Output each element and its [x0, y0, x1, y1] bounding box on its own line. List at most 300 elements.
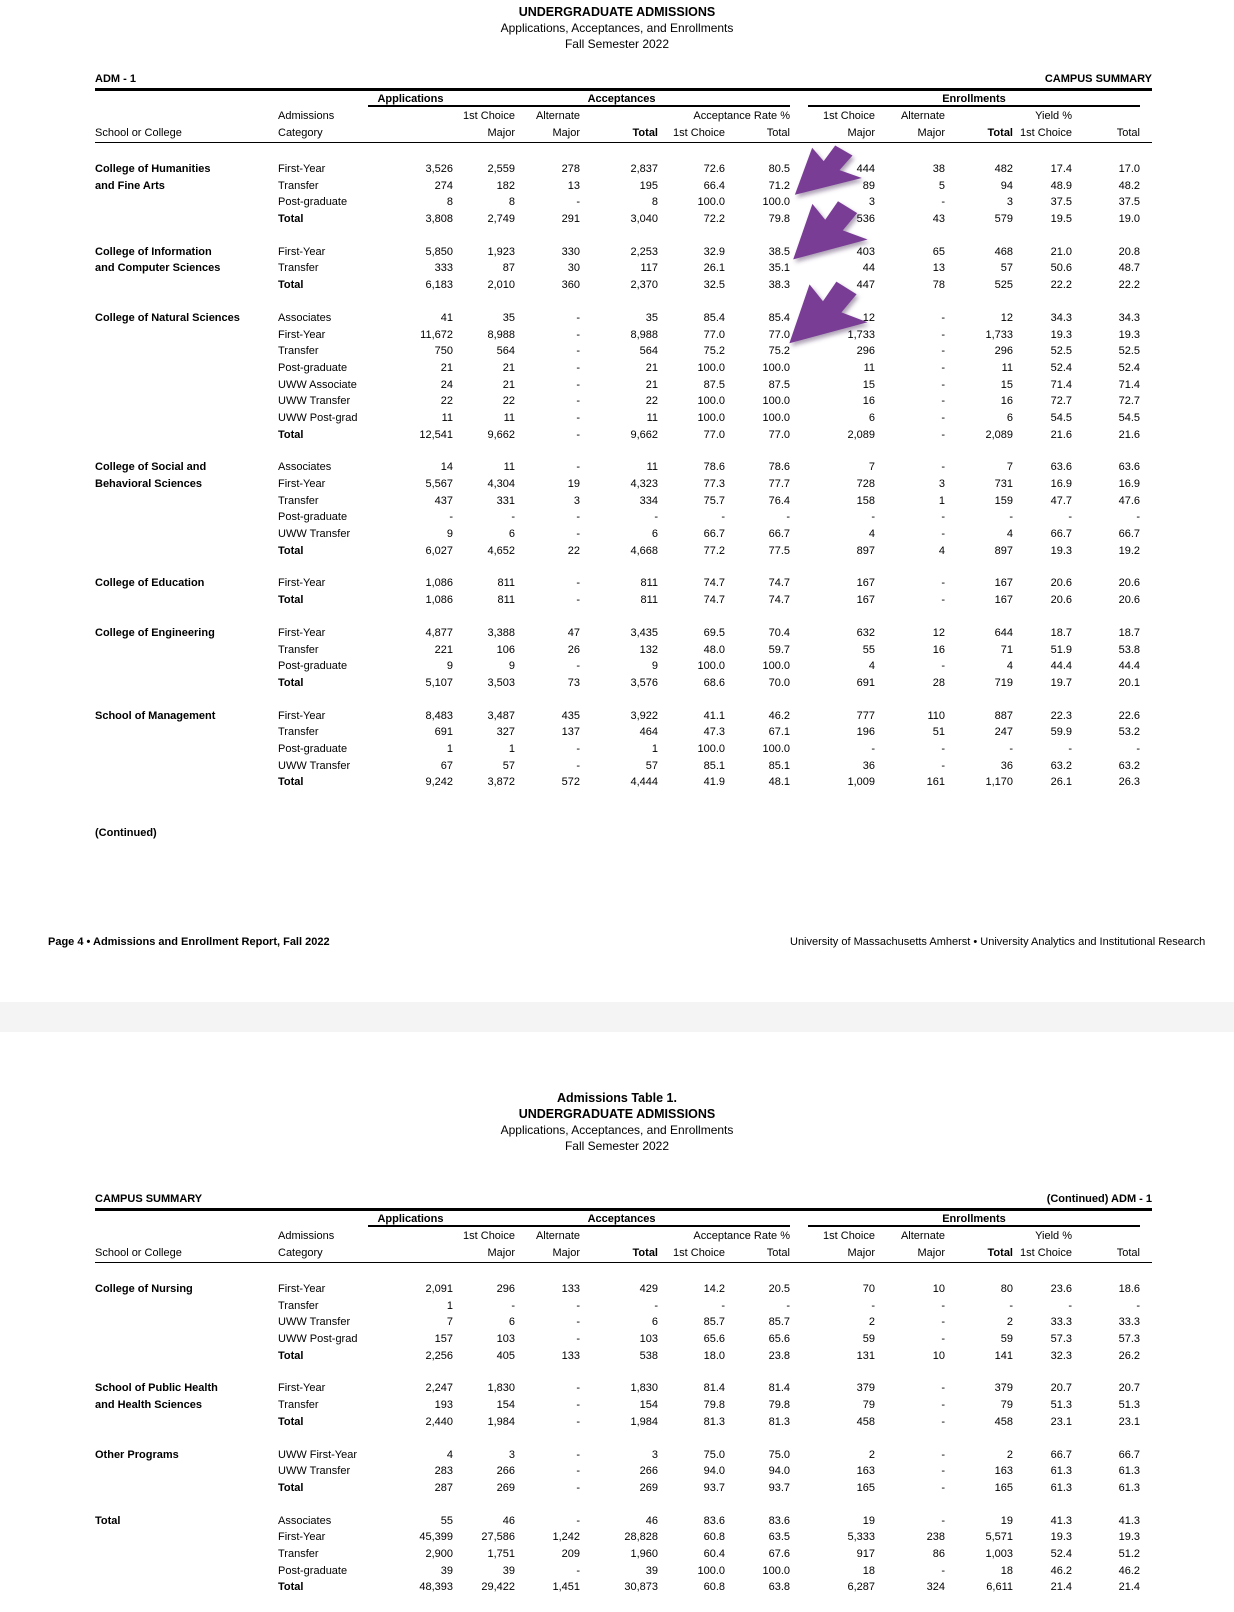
- value-cell: 379: [994, 1382, 1013, 1395]
- value-cell: 45,399: [419, 1531, 453, 1544]
- value-cell: 44.4: [1118, 660, 1140, 673]
- value-cell: 1: [651, 742, 658, 755]
- value-cell: 7: [868, 461, 875, 474]
- value-cell: -: [576, 311, 580, 324]
- value-cell: -: [576, 361, 580, 374]
- value-cell: 538: [639, 1349, 658, 1362]
- value-cell: 3,388: [487, 626, 515, 639]
- value-cell: 1,923: [487, 245, 515, 258]
- subheader-row-2: [95, 1245, 1140, 1262]
- value-cell: 72.6: [703, 163, 725, 175]
- value-cell: 405: [496, 1349, 515, 1362]
- value-cell: 32.3: [1050, 1349, 1072, 1362]
- category-cell: UWW Transfer: [278, 528, 351, 541]
- table-row: [95, 260, 1140, 277]
- category-cell: Associates: [278, 461, 332, 474]
- value-cell: 79: [1000, 1399, 1013, 1412]
- value-cell: 74.7: [768, 594, 790, 607]
- category-cell: First-Year: [278, 577, 326, 590]
- value-cell: 1: [446, 742, 453, 755]
- value-cell: 26.1: [703, 262, 725, 275]
- value-cell: 41.3: [1118, 1514, 1140, 1527]
- value-cell: 728: [856, 478, 875, 490]
- category-cell: UWW Transfer: [278, 395, 351, 408]
- value-cell: 154: [496, 1399, 515, 1412]
- value-cell: 26.2: [1118, 1349, 1140, 1362]
- value-cell: 18.6: [1118, 1283, 1140, 1295]
- value-cell: 67.1: [768, 726, 790, 739]
- value-cell: -: [576, 411, 580, 424]
- value-cell: -: [576, 328, 580, 341]
- major-header: Major: [917, 127, 945, 139]
- value-cell: 100.0: [762, 395, 790, 408]
- college-section: [95, 708, 1152, 791]
- value-cell: 22: [645, 395, 658, 408]
- value-cell: 5,571: [985, 1531, 1013, 1544]
- value-cell: 63.5: [768, 1531, 790, 1544]
- yield-header: Yield %: [1035, 1230, 1072, 1242]
- value-cell: 6: [508, 528, 515, 541]
- value-cell: 16: [862, 395, 875, 408]
- value-cell: 4,304: [487, 478, 515, 490]
- value-cell: 3: [573, 494, 580, 507]
- value-cell: 196: [856, 726, 875, 739]
- table-row: [95, 459, 1140, 476]
- school-name-cell: and Computer Sciences: [95, 262, 221, 275]
- value-cell: -: [941, 1514, 945, 1527]
- table-row: [95, 1463, 1140, 1480]
- value-cell: 9: [508, 660, 515, 673]
- value-cell: 54.5: [1118, 411, 1140, 424]
- value-cell: 1,984: [630, 1415, 658, 1428]
- value-cell: 77.7: [768, 478, 790, 490]
- value-cell: 221: [434, 643, 453, 656]
- page1-title-block: [0, 4, 1234, 52]
- value-cell: 6: [508, 1316, 515, 1329]
- value-cell: 54.5: [1050, 411, 1072, 424]
- value-cell: 59: [1000, 1333, 1013, 1346]
- school-or-college-header: School or College: [95, 1247, 182, 1259]
- value-cell: 44.4: [1050, 660, 1072, 673]
- school-name-cell: [95, 675, 278, 692]
- value-cell: 11: [441, 411, 453, 424]
- value-cell: 3,487: [487, 709, 515, 722]
- page1-sections: [95, 161, 1152, 791]
- school-name-cell: [95, 1579, 278, 1596]
- value-cell: 283: [434, 1465, 453, 1478]
- table-row: [95, 1314, 1140, 1331]
- value-cell: 360: [561, 279, 580, 292]
- value-cell: 27,586: [481, 1531, 515, 1544]
- value-cell: 3: [938, 478, 945, 490]
- value-cell: 11: [646, 461, 658, 474]
- value-cell: -: [1136, 742, 1140, 755]
- value-cell: 4: [446, 1448, 453, 1461]
- value-cell: 85.1: [768, 759, 790, 772]
- value-cell: 81.3: [703, 1415, 725, 1428]
- value-cell: 19.3: [1118, 1531, 1140, 1544]
- value-cell: 167: [994, 577, 1013, 590]
- school-name-cell: [95, 1563, 278, 1580]
- value-cell: -: [941, 1481, 945, 1494]
- value-cell: 48,393: [419, 1581, 453, 1594]
- table-row: [95, 1529, 1140, 1546]
- acceptance-rate-header: Acceptance Rate %: [693, 1230, 790, 1242]
- acc-first-choice-header: 1st Choice: [463, 110, 515, 122]
- value-cell: 94.0: [768, 1465, 790, 1478]
- value-cell: 77.0: [703, 428, 725, 441]
- value-cell: 21.4: [1118, 1581, 1140, 1594]
- value-cell: 86: [932, 1547, 945, 1560]
- school-name-cell: [95, 509, 278, 526]
- value-cell: 51.3: [1118, 1399, 1140, 1412]
- category-cell: UWW Associate: [278, 378, 357, 391]
- value-cell: 464: [639, 726, 658, 739]
- value-cell: 89: [862, 179, 875, 192]
- value-cell: 23.1: [1050, 1415, 1072, 1428]
- value-cell: 21.4: [1050, 1581, 1072, 1594]
- value-cell: -: [1068, 742, 1072, 755]
- value-cell: 3,576: [630, 676, 658, 689]
- value-cell: 51.9: [1050, 643, 1072, 656]
- value-cell: -: [941, 361, 945, 374]
- value-cell: 63.8: [768, 1581, 790, 1594]
- value-cell: -: [1009, 1299, 1013, 1312]
- value-cell: 18.7: [1050, 626, 1072, 639]
- table-row: [95, 277, 1140, 294]
- table-row: [95, 161, 1140, 178]
- value-cell: 81.4: [703, 1382, 725, 1395]
- value-cell: -: [576, 345, 580, 358]
- value-cell: 6,027: [425, 544, 453, 557]
- value-cell: 447: [856, 279, 875, 292]
- college-section: [95, 310, 1152, 444]
- value-cell: 4: [1006, 528, 1013, 541]
- value-cell: 66.7: [1050, 528, 1072, 541]
- value-cell: 2,089: [985, 428, 1013, 441]
- value-cell: -: [1136, 511, 1140, 524]
- value-cell: 77.0: [768, 428, 790, 441]
- value-cell: 1,170: [985, 776, 1013, 789]
- value-cell: 334: [639, 494, 658, 507]
- value-cell: 15: [862, 378, 875, 391]
- category-cell: UWW Transfer: [278, 1316, 351, 1329]
- page2-table: [95, 1192, 1152, 1612]
- admissions-header: Admissions: [278, 110, 335, 122]
- value-cell: 133: [561, 1349, 580, 1362]
- value-cell: 60.4: [703, 1547, 725, 1560]
- value-cell: 572: [561, 776, 580, 789]
- value-cell: -: [576, 395, 580, 408]
- value-cell: 46: [502, 1514, 515, 1527]
- value-cell: -: [721, 511, 725, 524]
- school-name-cell: [95, 1414, 278, 1431]
- value-cell: -: [721, 1299, 725, 1312]
- value-cell: 2,253: [630, 245, 658, 258]
- acceptances-group-header: Acceptances: [453, 91, 790, 107]
- value-cell: 57.3: [1118, 1333, 1140, 1346]
- value-cell: 20.5: [768, 1283, 790, 1295]
- value-cell: 18.0: [703, 1349, 725, 1362]
- value-cell: 6: [651, 528, 658, 541]
- table-row: [95, 741, 1140, 758]
- college-section: [95, 459, 1152, 559]
- value-cell: -: [576, 1448, 580, 1461]
- value-cell: 8,988: [630, 328, 658, 341]
- value-cell: -: [576, 428, 580, 441]
- category-cell: Associates: [278, 311, 332, 324]
- value-cell: 63.6: [1118, 461, 1140, 474]
- value-cell: 165: [856, 1481, 875, 1494]
- table-row: [95, 509, 1140, 526]
- value-cell: 6,183: [425, 279, 453, 292]
- school-name-cell: [95, 741, 278, 758]
- value-cell: 85.1: [703, 759, 725, 772]
- school-name-cell: College of Humanities: [95, 163, 211, 175]
- table-row: [95, 244, 1140, 261]
- value-cell: 1: [938, 494, 945, 507]
- category-cell: First-Year: [278, 328, 326, 341]
- value-cell: 94: [1000, 179, 1013, 192]
- value-cell: 917: [856, 1547, 875, 1560]
- value-cell: 75.2: [768, 345, 790, 358]
- value-cell: 80.5: [768, 163, 790, 175]
- value-cell: 63.2: [1050, 759, 1072, 772]
- school-name-cell: [95, 774, 278, 791]
- value-cell: 48.1: [768, 776, 790, 789]
- value-cell: 68.6: [703, 676, 725, 689]
- report-page-2: [0, 1032, 1234, 1598]
- value-cell: 13: [567, 179, 580, 192]
- value-cell: 238: [926, 1531, 945, 1544]
- school-name-cell: [95, 360, 278, 377]
- value-cell: 47.7: [1050, 494, 1072, 507]
- college-section: [95, 1281, 1152, 1364]
- value-cell: 47.3: [703, 726, 725, 739]
- school-name-cell: School of Management: [95, 709, 216, 722]
- value-cell: 1: [446, 1299, 453, 1312]
- value-cell: 85.7: [703, 1316, 725, 1329]
- value-cell: -: [941, 1333, 945, 1346]
- category-cell: Total: [278, 1349, 304, 1362]
- category-cell: Post-graduate: [278, 361, 348, 374]
- value-cell: 66.7: [768, 528, 790, 541]
- value-cell: 4,323: [630, 478, 658, 490]
- value-cell: 8: [508, 196, 515, 209]
- value-cell: 20.6: [1118, 594, 1140, 607]
- value-cell: -: [576, 196, 580, 209]
- value-cell: -: [871, 742, 875, 755]
- value-cell: 79.8: [768, 213, 790, 226]
- value-cell: 24: [440, 378, 453, 391]
- value-cell: -: [941, 1448, 945, 1461]
- value-cell: 811: [497, 594, 515, 607]
- category-cell: First-Year: [278, 478, 326, 490]
- page2-label-left: CAMPUS SUMMARY: [95, 1193, 203, 1205]
- value-cell: 20.6: [1050, 577, 1072, 590]
- school-name-cell: College of Social and: [95, 461, 207, 474]
- value-cell: 47: [567, 626, 580, 639]
- school-name-cell: Total: [95, 1514, 121, 1527]
- table-row: [95, 1397, 1140, 1414]
- value-cell: 44: [862, 262, 875, 275]
- value-cell: 26: [567, 643, 580, 656]
- value-cell: 94.0: [703, 1465, 725, 1478]
- value-cell: 1,751: [487, 1547, 515, 1560]
- category-cell: UWW First-Year: [278, 1448, 358, 1461]
- value-cell: 324: [926, 1581, 945, 1594]
- value-cell: -: [576, 378, 580, 391]
- category-cell: First-Year: [278, 163, 326, 175]
- major-header: Major: [487, 1247, 515, 1259]
- school-name-cell: [95, 1331, 278, 1348]
- value-cell: 53.2: [1118, 726, 1140, 739]
- annotation-arrow-icon: [786, 276, 870, 346]
- value-cell: -: [941, 660, 945, 673]
- value-cell: 132: [639, 643, 658, 656]
- value-cell: 32.9: [703, 245, 725, 258]
- value-cell: 43: [932, 213, 945, 226]
- table-row: [95, 327, 1140, 344]
- category-cell: First-Year: [278, 1382, 326, 1395]
- value-cell: 71: [1000, 643, 1013, 656]
- school-name-cell: College of Information: [95, 245, 212, 258]
- value-cell: 811: [497, 577, 515, 590]
- annotation-arrow-icon: [792, 141, 864, 197]
- value-cell: 4: [868, 660, 875, 673]
- value-cell: -: [1136, 1299, 1140, 1312]
- value-cell: -: [941, 1465, 945, 1478]
- school-name-cell: [95, 194, 278, 211]
- value-cell: 83.6: [703, 1514, 725, 1527]
- value-cell: -: [1068, 1299, 1072, 1312]
- value-cell: 11: [503, 411, 515, 424]
- table-row: [95, 1414, 1140, 1431]
- value-cell: -: [941, 742, 945, 755]
- value-cell: -: [941, 1415, 945, 1428]
- value-cell: -: [941, 528, 945, 541]
- value-cell: 12: [1000, 311, 1013, 324]
- value-cell: -: [576, 1465, 580, 1478]
- value-cell: 1,984: [487, 1415, 515, 1428]
- value-cell: 52.4: [1118, 361, 1140, 374]
- rate-total-header: Total: [766, 127, 790, 139]
- value-cell: 48.9: [1050, 179, 1072, 192]
- value-cell: -: [576, 461, 580, 474]
- value-cell: 482: [994, 163, 1013, 175]
- value-cell: 100.0: [697, 660, 725, 673]
- value-cell: 331: [496, 494, 515, 507]
- value-cell: 50.6: [1050, 262, 1072, 275]
- category-cell: Total: [278, 594, 304, 607]
- value-cell: 811: [640, 594, 658, 607]
- value-cell: 719: [994, 676, 1013, 689]
- value-cell: 63.6: [1050, 461, 1072, 474]
- category-cell: Transfer: [278, 1547, 319, 1560]
- value-cell: -: [786, 1299, 790, 1312]
- school-name-cell: [95, 1529, 278, 1546]
- value-cell: 1,003: [985, 1547, 1013, 1560]
- school-name-cell: [95, 1298, 278, 1315]
- value-cell: -: [576, 577, 580, 590]
- value-cell: 100.0: [762, 411, 790, 424]
- value-cell: 57.3: [1050, 1333, 1072, 1346]
- value-cell: 100.0: [762, 196, 790, 209]
- value-cell: 66.7: [1118, 528, 1140, 541]
- value-cell: 193: [434, 1399, 453, 1412]
- value-cell: 70.4: [768, 626, 790, 639]
- school-name-cell: [95, 493, 278, 510]
- table-row: [95, 642, 1140, 659]
- school-name-cell: Behavioral Sciences: [95, 478, 203, 490]
- value-cell: 32.5: [703, 279, 725, 292]
- value-cell: -: [941, 196, 945, 209]
- college-section: [95, 161, 1152, 228]
- value-cell: 2,091: [425, 1283, 453, 1295]
- category-cell: Total: [278, 213, 304, 226]
- value-cell: 79: [862, 1399, 875, 1412]
- value-cell: 46.2: [768, 709, 790, 722]
- value-cell: 47.6: [1118, 494, 1140, 507]
- value-cell: 79.8: [768, 1399, 790, 1412]
- value-cell: 36: [1000, 759, 1013, 772]
- value-cell: -: [449, 511, 453, 524]
- value-cell: 8: [651, 196, 658, 209]
- value-cell: 19.2: [1118, 544, 1140, 557]
- yield-total-header: Total: [1116, 1247, 1140, 1259]
- value-cell: 12: [932, 626, 945, 639]
- value-cell: 22: [567, 544, 580, 557]
- value-cell: 5,567: [425, 478, 453, 490]
- value-cell: -: [941, 511, 945, 524]
- major-header: Major: [847, 127, 875, 139]
- value-cell: 63.2: [1118, 759, 1140, 772]
- value-cell: 3: [1006, 196, 1013, 209]
- category-cell: Transfer: [278, 726, 319, 739]
- value-cell: 296: [994, 345, 1013, 358]
- school-name-cell: [95, 327, 278, 344]
- value-cell: 21: [440, 361, 453, 374]
- school-name-cell: [95, 724, 278, 741]
- school-name-cell: [95, 526, 278, 543]
- value-cell: 2: [868, 1316, 875, 1329]
- value-cell: 11: [863, 361, 875, 374]
- value-cell: 4,668: [630, 544, 658, 557]
- value-cell: 38.5: [768, 245, 790, 258]
- school-name-cell: [95, 592, 278, 609]
- value-cell: 4: [868, 528, 875, 541]
- value-cell: -: [576, 742, 580, 755]
- school-name-cell: [95, 377, 278, 394]
- value-cell: 16.9: [1050, 478, 1072, 490]
- value-cell: 458: [994, 1415, 1013, 1428]
- value-cell: 1: [508, 742, 515, 755]
- value-cell: -: [576, 1481, 580, 1494]
- value-cell: 287: [434, 1481, 453, 1494]
- value-cell: 19.3: [1050, 328, 1072, 341]
- table-row: [95, 1480, 1140, 1497]
- value-cell: 777: [856, 709, 875, 722]
- value-cell: 39: [645, 1564, 658, 1577]
- value-cell: 20.1: [1118, 676, 1140, 689]
- category-cell: Transfer: [278, 494, 319, 507]
- value-cell: 564: [496, 345, 515, 358]
- value-cell: 72.2: [703, 213, 725, 226]
- value-cell: -: [941, 594, 945, 607]
- value-cell: 87.5: [703, 378, 725, 391]
- school-name-cell: College of Natural Sciences: [95, 311, 240, 324]
- value-cell: 429: [639, 1283, 658, 1295]
